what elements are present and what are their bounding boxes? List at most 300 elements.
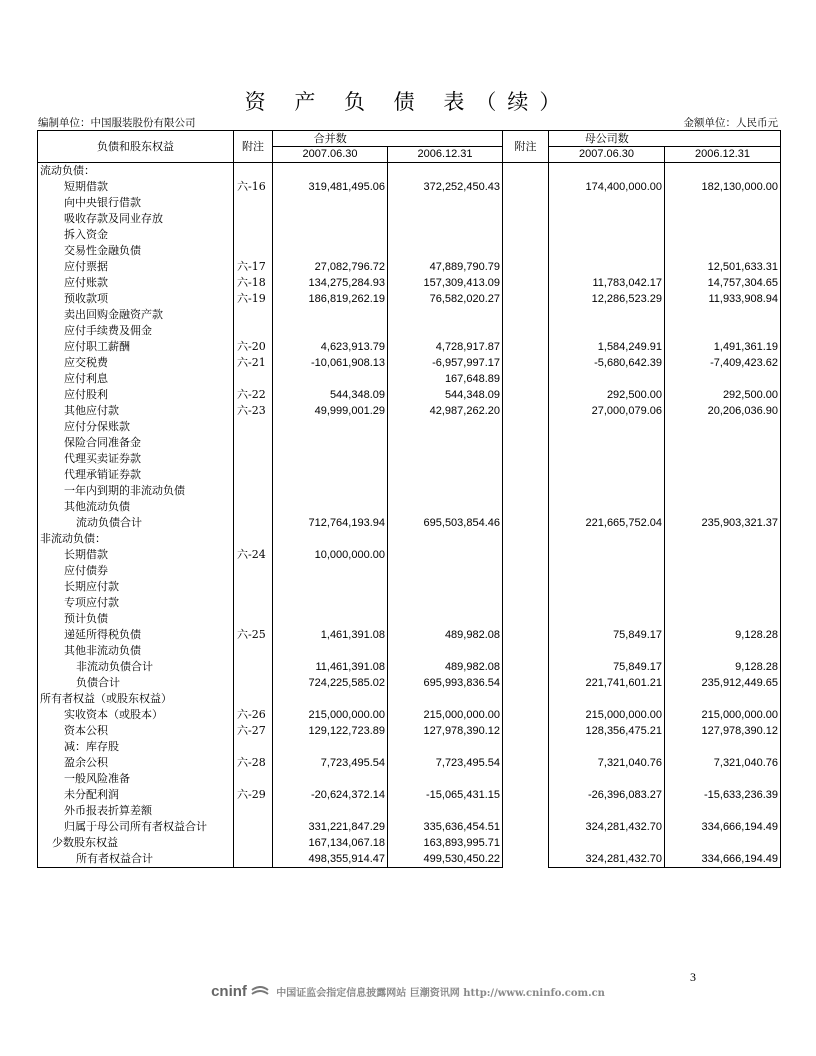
parent-prior-value <box>665 531 781 547</box>
row-label: 盈余公积 <box>38 755 234 771</box>
consolidated-current-value: 1,461,391.08 <box>273 627 388 643</box>
consolidated-current-value: 10,000,000.00 <box>273 547 388 563</box>
consolidated-prior-value <box>388 195 503 211</box>
row-note <box>234 851 273 868</box>
row-label: 卖出回购金融资产款 <box>38 307 234 323</box>
consolidated-prior-value <box>388 435 503 451</box>
parent-prior-value <box>665 499 781 515</box>
header-note: 附注 <box>234 131 273 163</box>
consolidated-prior-value: 335,636,454.51 <box>388 819 503 835</box>
parent-current-value <box>549 483 665 499</box>
parent-prior-value <box>665 419 781 435</box>
row-label: 应付股利 <box>38 387 234 403</box>
report-title: 资 产 负 债 表（续） <box>244 90 572 114</box>
parent-current-value <box>549 467 665 483</box>
row-label: 流动负债： <box>38 163 234 180</box>
row-label: 一年内到期的非流动负债 <box>38 483 234 499</box>
parent-prior-value <box>665 803 781 819</box>
table-row <box>38 851 781 868</box>
parent-current-value: 12,286,523.29 <box>549 291 665 307</box>
consolidated-prior-value: 157,309,413.09 <box>388 275 503 291</box>
parent-note-cell <box>503 579 549 595</box>
row-note <box>234 211 273 227</box>
parent-note-cell <box>503 211 549 227</box>
row-note <box>234 579 273 595</box>
table-row <box>38 227 781 243</box>
row-label: 其他非流动负债 <box>38 643 234 659</box>
row-note: 六-26 <box>234 707 273 723</box>
parent-current-value: 7,321,040.76 <box>549 755 665 771</box>
parent-current-value <box>549 227 665 243</box>
row-note <box>234 563 273 579</box>
table-row <box>38 499 781 515</box>
row-note: 六-27 <box>234 723 273 739</box>
reporting-entity: 编制单位：中国服装股份有限公司 <box>38 117 196 129</box>
consolidated-current-value: -20,624,372.14 <box>273 787 388 803</box>
consolidated-current-value <box>273 435 388 451</box>
parent-note-cell <box>503 451 549 467</box>
row-note <box>234 675 273 691</box>
parent-prior-value <box>665 307 781 323</box>
parent-note-cell <box>503 419 549 435</box>
consolidated-current-value <box>273 483 388 499</box>
row-note <box>234 803 273 819</box>
row-note <box>234 595 273 611</box>
row-label: 应付账款 <box>38 275 234 291</box>
row-note: 六-28 <box>234 755 273 771</box>
parent-prior-value: 334,666,194.49 <box>665 851 781 868</box>
consolidated-prior-value <box>388 467 503 483</box>
header-parent-company: 母公司数 <box>549 131 665 147</box>
consolidated-prior-value: 489,982.08 <box>388 659 503 675</box>
header-parent-note: 附注 <box>503 131 549 163</box>
consolidated-current-value <box>273 211 388 227</box>
parent-note-cell <box>503 755 549 771</box>
table-row <box>38 515 781 531</box>
row-note: 六-22 <box>234 387 273 403</box>
parent-current-value: 11,783,042.17 <box>549 275 665 291</box>
row-note <box>234 323 273 339</box>
parent-prior-value: 14,757,304.65 <box>665 275 781 291</box>
parent-prior-value <box>665 483 781 499</box>
parent-note-cell <box>503 179 549 195</box>
parent-current-value <box>549 259 665 275</box>
parent-note-cell <box>503 643 549 659</box>
row-note <box>234 163 273 180</box>
table-row <box>38 707 781 723</box>
parent-current-value: 221,665,752.04 <box>549 515 665 531</box>
row-note <box>234 307 273 323</box>
parent-current-value <box>549 531 665 547</box>
balance-sheet-body <box>38 163 781 868</box>
parent-current-value <box>549 803 665 819</box>
consolidated-prior-value <box>388 307 503 323</box>
table-row <box>38 307 781 323</box>
row-label: 交易性金融负债 <box>38 243 234 259</box>
row-label: 长期借款 <box>38 547 234 563</box>
parent-note-cell <box>503 483 549 499</box>
row-label: 应付利息 <box>38 371 234 387</box>
row-note <box>234 659 273 675</box>
parent-note-cell <box>503 835 549 851</box>
parent-note-cell <box>503 675 549 691</box>
table-row <box>38 163 781 180</box>
parent-note-cell <box>503 387 549 403</box>
row-label: 资本公积 <box>38 723 234 739</box>
parent-current-value <box>549 211 665 227</box>
row-label: 应付债券 <box>38 563 234 579</box>
header-item: 负债和股东权益 <box>38 131 234 163</box>
parent-note-cell <box>503 243 549 259</box>
consolidated-prior-value: 695,993,836.54 <box>388 675 503 691</box>
parent-prior-value: 235,903,321.37 <box>665 515 781 531</box>
consolidated-prior-value <box>388 211 503 227</box>
cninf-logo: cninf <box>211 983 247 1000</box>
consolidated-prior-value: 167,648.89 <box>388 371 503 387</box>
consolidated-current-value <box>273 227 388 243</box>
parent-prior-value <box>665 435 781 451</box>
consolidated-prior-value: -15,065,431.15 <box>388 787 503 803</box>
header-consolidated-blank <box>388 131 503 147</box>
consolidated-prior-value: 76,582,020.27 <box>388 291 503 307</box>
parent-prior-value: 7,321,040.76 <box>665 755 781 771</box>
parent-note-cell <box>503 435 549 451</box>
row-note: 六-23 <box>234 403 273 419</box>
consolidated-current-value <box>273 643 388 659</box>
parent-current-value <box>549 547 665 563</box>
consolidated-current-value: 4,623,913.79 <box>273 339 388 355</box>
parent-prior-value: 334,666,194.49 <box>665 819 781 835</box>
parent-prior-value: 11,933,908.94 <box>665 291 781 307</box>
consolidated-current-value <box>273 595 388 611</box>
row-note: 六-21 <box>234 355 273 371</box>
table-row <box>38 643 781 659</box>
table-row <box>38 275 781 291</box>
cninf-swoosh-icon <box>251 986 269 998</box>
table-row <box>38 819 781 835</box>
parent-prior-value <box>665 771 781 787</box>
consolidated-current-value <box>273 499 388 515</box>
table-row <box>38 531 781 547</box>
parent-current-value <box>549 771 665 787</box>
parent-note-cell <box>503 563 549 579</box>
row-note <box>234 531 273 547</box>
row-note: 六-20 <box>234 339 273 355</box>
consolidated-prior-value <box>388 643 503 659</box>
row-label: 应付分保账款 <box>38 419 234 435</box>
parent-prior-value <box>665 323 781 339</box>
consolidated-prior-value <box>388 611 503 627</box>
consolidated-current-value <box>273 579 388 595</box>
consolidated-current-value <box>273 739 388 755</box>
row-note <box>234 611 273 627</box>
header-parent-blank <box>665 131 781 147</box>
consolidated-prior-value <box>388 803 503 819</box>
parent-prior-value <box>665 227 781 243</box>
parent-note-cell <box>503 547 549 563</box>
row-label: 专项应付款 <box>38 595 234 611</box>
page-number: 3 <box>690 970 696 984</box>
parent-current-value <box>549 163 665 180</box>
consolidated-prior-value <box>388 323 503 339</box>
parent-note-cell <box>503 355 549 371</box>
consolidated-prior-value: 372,252,450.43 <box>388 179 503 195</box>
header-date-parent-current: 2007.06.30 <box>549 147 665 163</box>
consolidated-prior-value: 47,889,790.79 <box>388 259 503 275</box>
parent-current-value <box>549 451 665 467</box>
parent-prior-value: 20,206,036.90 <box>665 403 781 419</box>
table-row <box>38 259 781 275</box>
row-note <box>234 243 273 259</box>
row-label: 长期应付款 <box>38 579 234 595</box>
row-label: 负债合计 <box>38 675 234 691</box>
parent-current-value <box>549 371 665 387</box>
footer <box>0 983 816 1000</box>
consolidated-prior-value <box>388 771 503 787</box>
consolidated-current-value <box>273 611 388 627</box>
parent-prior-value <box>665 371 781 387</box>
row-label: 预收款项 <box>38 291 234 307</box>
table-row <box>38 835 781 851</box>
consolidated-current-value <box>273 163 388 180</box>
row-note <box>234 419 273 435</box>
row-label: 未分配利润 <box>38 787 234 803</box>
parent-current-value: 292,500.00 <box>549 387 665 403</box>
parent-prior-value: 12,501,633.31 <box>665 259 781 275</box>
table-row <box>38 659 781 675</box>
row-label: 短期借款 <box>38 179 234 195</box>
consolidated-current-value <box>273 419 388 435</box>
row-label: 保险合同准备金 <box>38 435 234 451</box>
consolidated-current-value: 319,481,495.06 <box>273 179 388 195</box>
consolidated-current-value: 49,999,001.29 <box>273 403 388 419</box>
parent-note-cell <box>503 403 549 419</box>
table-row <box>38 787 781 803</box>
table-row <box>38 483 781 499</box>
row-label: 实收资本（或股本） <box>38 707 234 723</box>
row-note <box>234 771 273 787</box>
table-row <box>38 323 781 339</box>
row-label: 减：库存股 <box>38 739 234 755</box>
row-label: 一般风险准备 <box>38 771 234 787</box>
consolidated-current-value: 167,134,067.18 <box>273 835 388 851</box>
consolidated-prior-value: 42,987,262.20 <box>388 403 503 419</box>
parent-prior-value <box>665 835 781 851</box>
parent-prior-value <box>665 691 781 707</box>
table-row <box>38 547 781 563</box>
row-label: 所有者权益合计 <box>38 851 234 868</box>
consolidated-prior-value: 127,978,390.12 <box>388 723 503 739</box>
table-row <box>38 723 781 739</box>
parent-current-value <box>549 835 665 851</box>
row-label: 归属于母公司所有者权益合计 <box>38 819 234 835</box>
consolidated-prior-value <box>388 547 503 563</box>
parent-prior-value: 235,912,449.65 <box>665 675 781 691</box>
parent-current-value <box>549 579 665 595</box>
parent-prior-value <box>665 643 781 659</box>
row-label: 少数股东权益 <box>38 835 234 851</box>
parent-prior-value <box>665 451 781 467</box>
parent-current-value <box>549 563 665 579</box>
row-note <box>234 483 273 499</box>
consolidated-prior-value <box>388 451 503 467</box>
table-row <box>38 739 781 755</box>
parent-current-value: 324,281,432.70 <box>549 851 665 868</box>
parent-note-cell <box>503 851 549 868</box>
parent-note-cell <box>503 659 549 675</box>
table-row <box>38 451 781 467</box>
parent-prior-value: 127,978,390.12 <box>665 723 781 739</box>
consolidated-current-value <box>273 451 388 467</box>
parent-note-cell <box>503 467 549 483</box>
parent-prior-value <box>665 595 781 611</box>
table-row <box>38 771 781 787</box>
row-note: 六-18 <box>234 275 273 291</box>
row-label: 吸收存款及同业存放 <box>38 211 234 227</box>
row-note <box>234 499 273 515</box>
consolidated-prior-value: 489,982.08 <box>388 627 503 643</box>
currency-unit: 金额单位：人民币元 <box>683 117 778 129</box>
table-row <box>38 211 781 227</box>
parent-current-value <box>549 419 665 435</box>
parent-note-cell <box>503 803 549 819</box>
parent-current-value: 221,741,601.21 <box>549 675 665 691</box>
parent-note-cell <box>503 611 549 627</box>
parent-note-cell <box>503 323 549 339</box>
table-row <box>38 595 781 611</box>
consolidated-current-value: 331,221,847.29 <box>273 819 388 835</box>
row-label: 所有者权益（或股东权益） <box>38 691 234 707</box>
parent-note-cell <box>503 371 549 387</box>
row-label: 应付票据 <box>38 259 234 275</box>
parent-prior-value <box>665 163 781 180</box>
footer-text: 中国证监会指定信息披露网站 巨潮资讯网 http://www.cninfo.com.cn <box>276 988 605 999</box>
consolidated-prior-value <box>388 243 503 259</box>
consolidated-current-value: 544,348.09 <box>273 387 388 403</box>
parent-current-value: 128,356,475.21 <box>549 723 665 739</box>
parent-prior-value: 292,500.00 <box>665 387 781 403</box>
consolidated-current-value: 186,819,262.19 <box>273 291 388 307</box>
row-note: 六-25 <box>234 627 273 643</box>
row-label: 拆入资金 <box>38 227 234 243</box>
row-label: 应付手续费及佣金 <box>38 323 234 339</box>
row-note: 六-19 <box>234 291 273 307</box>
parent-current-value: -26,396,083.27 <box>549 787 665 803</box>
consolidated-current-value: 498,355,914.47 <box>273 851 388 868</box>
parent-note-cell <box>503 163 549 180</box>
parent-note-cell <box>503 595 549 611</box>
parent-prior-value <box>665 243 781 259</box>
table-row <box>38 243 781 259</box>
parent-prior-value: 215,000,000.00 <box>665 707 781 723</box>
table-row <box>38 371 781 387</box>
consolidated-prior-value: 544,348.09 <box>388 387 503 403</box>
parent-prior-value: -15,633,236.39 <box>665 787 781 803</box>
parent-prior-value <box>665 563 781 579</box>
header-date-consolidated-prior: 2006.12.31 <box>388 147 503 163</box>
row-note <box>234 515 273 531</box>
parent-note-cell <box>503 515 549 531</box>
row-note <box>234 835 273 851</box>
row-note <box>234 451 273 467</box>
row-note: 六-17 <box>234 259 273 275</box>
consolidated-prior-value: 4,728,917.87 <box>388 339 503 355</box>
table-row <box>38 563 781 579</box>
header-consolidated: 合并数 <box>273 131 388 147</box>
consolidated-prior-value <box>388 691 503 707</box>
consolidated-current-value: 129,122,723.89 <box>273 723 388 739</box>
balance-sheet-table <box>37 130 781 868</box>
parent-note-cell <box>503 275 549 291</box>
consolidated-current-value <box>273 563 388 579</box>
row-label: 应交税费 <box>38 355 234 371</box>
parent-note-cell <box>503 499 549 515</box>
parent-current-value <box>549 691 665 707</box>
parent-prior-value: 9,128.28 <box>665 627 781 643</box>
consolidated-prior-value: 7,723,495.54 <box>388 755 503 771</box>
consolidated-current-value: 712,764,193.94 <box>273 515 388 531</box>
consolidated-current-value <box>273 243 388 259</box>
parent-prior-value <box>665 195 781 211</box>
parent-prior-value: 1,491,361.19 <box>665 339 781 355</box>
row-note <box>234 227 273 243</box>
row-note <box>234 371 273 387</box>
table-row <box>38 627 781 643</box>
row-note <box>234 435 273 451</box>
row-label: 递延所得税负债 <box>38 627 234 643</box>
row-note: 六-29 <box>234 787 273 803</box>
table-row <box>38 467 781 483</box>
consolidated-current-value <box>273 771 388 787</box>
parent-current-value <box>549 499 665 515</box>
row-note <box>234 467 273 483</box>
consolidated-prior-value <box>388 227 503 243</box>
table-row <box>38 435 781 451</box>
parent-current-value: -5,680,642.39 <box>549 355 665 371</box>
consolidated-prior-value <box>388 531 503 547</box>
parent-note-cell <box>503 819 549 835</box>
parent-note-cell <box>503 739 549 755</box>
parent-current-value: 215,000,000.00 <box>549 707 665 723</box>
table-row <box>38 179 781 195</box>
parent-note-cell <box>503 771 549 787</box>
parent-note-cell <box>503 259 549 275</box>
consolidated-current-value <box>273 467 388 483</box>
parent-prior-value <box>665 211 781 227</box>
consolidated-current-value: 724,225,585.02 <box>273 675 388 691</box>
header-date-consolidated-current: 2007.06.30 <box>273 147 388 163</box>
table-row <box>38 611 781 627</box>
parent-note-cell <box>503 291 549 307</box>
parent-current-value <box>549 595 665 611</box>
table-row <box>38 579 781 595</box>
consolidated-prior-value: 163,893,995.71 <box>388 835 503 851</box>
parent-current-value: 27,000,079.06 <box>549 403 665 419</box>
row-label: 其他流动负债 <box>38 499 234 515</box>
row-note <box>234 195 273 211</box>
row-label: 代理承销证券款 <box>38 467 234 483</box>
consolidated-current-value: -10,061,908.13 <box>273 355 388 371</box>
parent-prior-value <box>665 739 781 755</box>
parent-current-value <box>549 195 665 211</box>
table-row <box>38 691 781 707</box>
row-note <box>234 691 273 707</box>
consolidated-current-value <box>273 531 388 547</box>
parent-note-cell <box>503 627 549 643</box>
row-label: 非流动负债： <box>38 531 234 547</box>
consolidated-current-value: 7,723,495.54 <box>273 755 388 771</box>
consolidated-prior-value <box>388 579 503 595</box>
